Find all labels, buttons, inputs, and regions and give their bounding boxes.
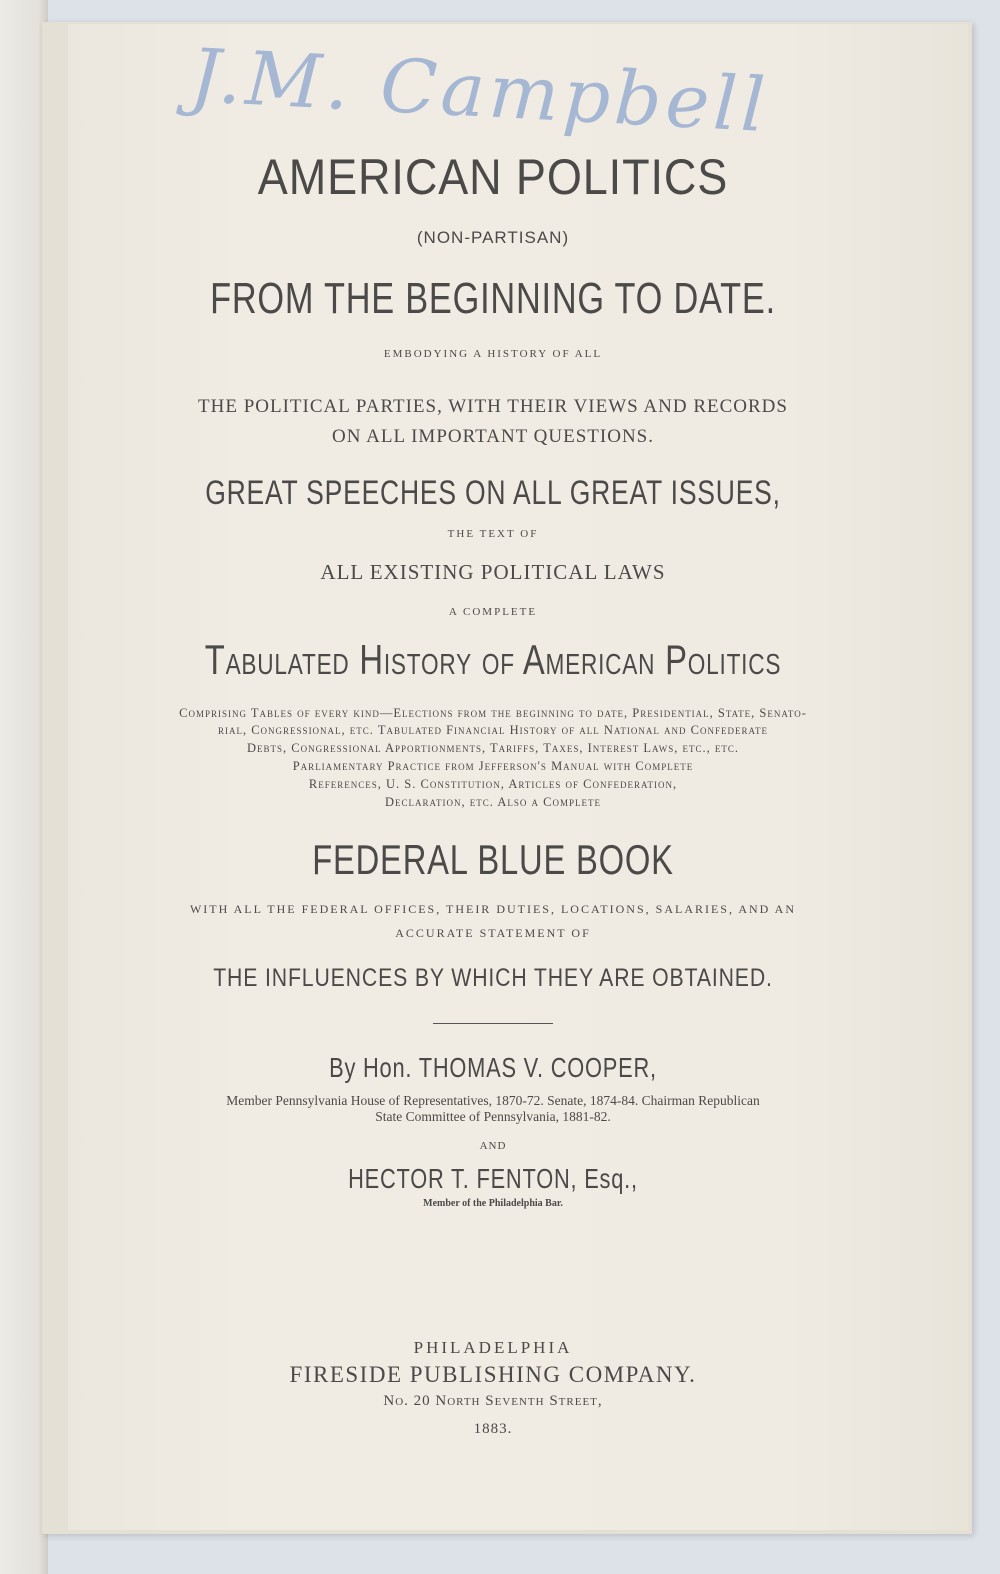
- publisher: FIRESIDE PUBLISHING COMPANY.: [289, 1362, 697, 1387]
- city: PHILADELPHIA: [413, 1338, 573, 1357]
- blue-book-heading: FEDERAL BLUE BOOK: [312, 836, 674, 883]
- fenton-description: Member of the Philadelphia Bar.: [423, 1198, 563, 1209]
- text-of-line: THE TEXT OF: [447, 528, 539, 540]
- speeches-line: GREAT SPEECHES ON ALL GREAT ISSUES,: [205, 474, 781, 512]
- comprising-line: References, U. S. Constitution, Articles of Confederation,: [308, 777, 678, 791]
- cooper-description-2: State Committee of Pennsylvania, 1881-82.: [375, 1109, 611, 1124]
- offices-line-2: ACCURATE STATEMENT OF: [395, 926, 591, 940]
- laws-line: ALL EXISTING POLITICAL LAWS: [320, 560, 666, 584]
- and-line: AND: [479, 1140, 507, 1152]
- handwritten-signature: J.M. Campbell: [188, 32, 771, 150]
- comprising-line: rial, Congressional, etc. Tabulated Financial History of all National and Confederate: [217, 723, 769, 737]
- book-title: AMERICAN POLITICS: [257, 149, 729, 205]
- embodying-line: EMBODYING A HISTORY OF ALL: [383, 348, 603, 360]
- from-line: FROM THE BEGINNING TO DATE.: [210, 274, 776, 323]
- address: No. 20 North Seventh Street,: [383, 1393, 603, 1409]
- subtitle: (NON-PARTISAN): [416, 228, 570, 247]
- complete-line: A COMPLETE: [448, 606, 538, 618]
- comprising-line: Comprising Tables of every kind—Elections from the beginning to date, Presidential, State, Senato-: [179, 706, 807, 720]
- offices-line-1: WITH ALL THE FEDERAL OFFICES, THEIR DUTIES, LOCATIONS, SALARIES, AND AN: [189, 902, 796, 916]
- comprising-line: Debts, Congressional Apportionments, Tariffs, Taxes, Interest Laws, etc., etc.: [246, 741, 740, 755]
- tabulated-history-heading: Tabulated History of American Politics: [204, 636, 782, 683]
- facing-page-edge: [0, 0, 48, 1574]
- influences-line: THE INFLUENCES BY WHICH THEY ARE OBTAINED.: [213, 964, 773, 992]
- comprising-line: Declaration, etc. Also a Complete: [385, 795, 601, 809]
- parties-line-2: ON ALL IMPORTANT QUESTIONS.: [331, 426, 654, 447]
- comprising-line: Parliamentary Practice from Jefferson's Manual with Complete: [292, 759, 694, 773]
- author-fenton: HECTOR T. FENTON, Esq.,: [348, 1163, 638, 1194]
- year: 1883.: [473, 1421, 513, 1437]
- cooper-description-1: Member Pennsylvania House of Representatives, 1870-72. Senate, 1874-84. Chairman Republican: [226, 1093, 760, 1108]
- divider-rule: [433, 1023, 553, 1024]
- author-cooper: By Hon. THOMAS V. COOPER,: [329, 1052, 657, 1083]
- parties-line-1: THE POLITICAL PARTIES, WITH THEIR VIEWS AND RECORDS: [198, 396, 788, 417]
